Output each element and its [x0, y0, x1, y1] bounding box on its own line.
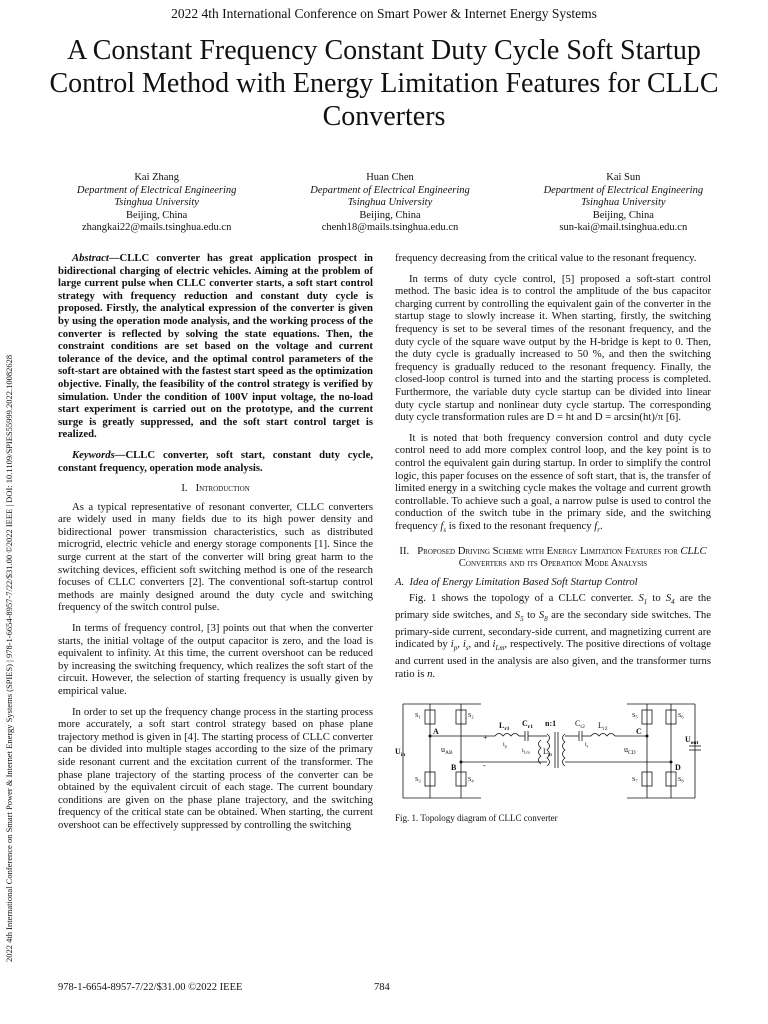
- abstract-label: Abstract: [72, 252, 109, 264]
- label-uin: $U_{in}$: [395, 747, 406, 759]
- author-name: Huan Chen: [366, 172, 414, 183]
- section-title-italic: CLLC: [680, 544, 707, 557]
- abstract-text: —CLLC converter has great application prospect in bidirectional charging of electric vehicles. Aiming at the problem of large current pulse when CLLC converter starts, a soft start control strategy with frequency reduction and constant duty cycle is proposed. Firstly, the analytical expression of the converter is given by using the operation mode analysis, and the working process of the converter is reflected by solving the state equations. Then, the constraint conditions are set based on the voltage and current tolerance of the device, and the optimal control parameters of the soft-start are obtained with the fastest start speed as the optimization objective. Finally, the feasibility of the control strategy is verified by simulation. Under the condition of 100V input voltage, the no-load start experiment is carried out on the prototype, and the current surge is greatly suppressed, and the soft start control target is realized.: [58, 252, 373, 441]
- author-city: Beijing, China: [359, 209, 421, 221]
- node-c: C: [636, 727, 642, 737]
- author-2: [273, 172, 506, 235]
- footer-isbn: 978-1-6654-8957-7/22/$31.00 ©2022 IEEE: [58, 982, 243, 993]
- paper-title: A Constant Frequency Constant Duty Cycle Soft Startup Control Method with Energy Limitation Features for CLLC Converters: [49, 35, 719, 132]
- switch-s3: $S_3$: [415, 777, 421, 784]
- section-heading-intro: [58, 482, 373, 495]
- switch-s2: $S_2$: [468, 713, 474, 720]
- minus-sign: -: [483, 761, 486, 771]
- label-lm: $L_m$: [543, 747, 553, 759]
- author-3: [507, 172, 740, 235]
- node-a: A: [433, 727, 439, 737]
- author-block: [40, 172, 740, 235]
- section-number: I.: [181, 482, 188, 495]
- node-d: D: [675, 763, 681, 773]
- label-ip: $i_p$: [503, 742, 507, 749]
- page-number: 784: [374, 982, 390, 993]
- section-title-cont: Converters and its Operation Mode Analysis: [458, 557, 648, 570]
- label-cr1: $C_{r1}$: [522, 719, 533, 731]
- section-heading-2: [395, 545, 711, 570]
- section-number: II.: [399, 544, 410, 557]
- author-email[interactable]: chenh18@mails.tsinghua.edu.cn: [321, 222, 459, 233]
- author-dept: Department of Electrical Engineering: [76, 184, 237, 196]
- label-lr1: $L_{r1}$: [499, 721, 510, 733]
- switch-s1: $S_1$: [415, 713, 421, 720]
- paragraph: [395, 432, 711, 537]
- author-name: Kai Sun: [606, 172, 641, 183]
- keywords: [58, 449, 373, 474]
- right-column: [395, 252, 711, 825]
- text-run: is fixed to the resonant frequency: [446, 519, 595, 532]
- node-b: B: [451, 763, 457, 773]
- label-ucd: $u_{CD}$: [624, 745, 636, 757]
- subsection-heading: [395, 576, 711, 589]
- paragraph: In terms of frequency control, [3] points out that when the converter starts, the initial voltage of the output capacitor is zero, and the load is equivalent to infinity. At this time, the current overshoot can be reduced by increasing the switching frequency, which realizes the soft start of the circuit. However, the selection of starting frequency is usually given by empirical value.: [58, 622, 373, 697]
- label-cr2: $C_{r2}$: [575, 719, 585, 731]
- author-univ: Tsinghua University: [347, 197, 433, 208]
- author-univ: Tsinghua University: [114, 197, 199, 208]
- author-dept: Department of Electrical Engineering: [310, 184, 470, 196]
- subsection-title: Idea of Energy Limitation Based Soft Startup Control: [409, 575, 638, 588]
- paragraph: frequency decreasing from the critical value to the resonant frequency.: [395, 252, 697, 264]
- switch-s6: $S_6$: [678, 713, 684, 720]
- paragraph: In terms of duty cycle control, [5] proposed a soft-start control method. The basic idea is to control the amplitude of the bus capacitor charging current by controlling the equivalent gain of the converter in the startup stage to slowly increase it. When starting, firstly, the switching frequency is set to be several times of the resonant frequency, and the duty cycle of the square wave output by the H-bridge is kept to 0. Then, the duty cycle is gradually increased to 50 %, and then the switching frequency is gradually reduced to the resonant frequency. Finally, the closed-loop control is turned into and the starting process is completed. Furthermore, the variable duty cycle startup can be divided into linear duty cycle startup and nonlinear duty cycle startup. The corresponding duty cycle transformation rules are D = ht and D = arcsin(ht)/π [6].: [395, 272, 711, 424]
- section-title: Introduction: [195, 482, 250, 495]
- paragraph: Fig. 1 shows the topology of a CLLC converter. $S_1$ to $S_4$ are the primary side switches, and $S_5$ to $S_8$ are the secondary side switches. The primary-side current, secondary-side current, and magnetizing current are indicated by $i_p$, $i_s$, and $i_{Lm}$, respectively. The positive directions of voltage and current used in the analysis are also given, and the transformer turns ratio is n.: [395, 592, 712, 680]
- label-is: $i_s$: [585, 742, 589, 749]
- section-title: Proposed Driving Scheme with Energy Limitation Features for: [417, 544, 678, 557]
- symbol-fr: $f_r$: [594, 519, 600, 535]
- cllc-topology-diagram: [395, 694, 711, 806]
- author-city: Beijing, China: [126, 209, 188, 221]
- author-1: [40, 172, 273, 235]
- abstract: [58, 252, 373, 441]
- label-lr2: $L_{r2}$: [598, 721, 608, 733]
- side-identifier: 2022 4th International Conference on Smart Power & Internet Energy Systems (SPIES) | 978-1-6654-8957-7/22/$31.00 ©2022 IEEE | DOI: 10.1109/SPIES55999.2022.10082628: [4, 354, 14, 962]
- text-run: .: [599, 519, 603, 532]
- author-dept: Department of Electrical Engineering: [543, 184, 704, 196]
- left-column: [58, 252, 373, 840]
- author-city: Beijing, China: [592, 209, 654, 221]
- keywords-text: —CLLC converter, soft start, constant duty cycle, constant frequency, operation mode analysis.: [58, 448, 373, 474]
- paragraph: As a typical representative of resonant converter, CLLC converters are widely used in many fields due to its high power density and bidirectional power transmission characteristics, such as distributed microgrid, electric vehicle and energy storage components [1]. Since the surge current at the start of the converter will bring great harm to the switching devices, efficient soft switching method is one of the research focuses of CLLC converters [2]. The conventional soft-startup control methods are mainly designed around the duty cycle and switching frequency of the switch control pulse.: [58, 500, 373, 614]
- conference-header: 2022 4th International Conference on Smart Power & Internet Energy Systems: [171, 6, 597, 21]
- author-email[interactable]: zhangkai22@mails.tsinghua.edu.cn: [81, 222, 232, 233]
- switch-s8: $S_8$: [678, 777, 684, 784]
- text-run: It is noted that both frequency conversion control and duty cycle control need to add more complex control loop, and the key point is to control the equivalent gain during startup. In order to simplify the control logic, this paper focuses on the essence of soft start, that is, the transfer of limited energy in a switching cycle makes the voltage and current growth controllable. To achieve such a goal, a narrow pulse is used to control the conduction of the switch tube in the primary side, and the switching frequency: [395, 431, 711, 532]
- label-ratio: n:1: [545, 719, 557, 729]
- figure-caption: Fig. 1. Topology diagram of CLLC converter: [395, 812, 558, 823]
- plus-sign: +: [483, 733, 488, 743]
- switch-s4: $S_4$: [468, 777, 474, 784]
- author-email[interactable]: sun-kai@mail.tsinghua.edu.cn: [559, 222, 688, 233]
- symbol-fs: $f_s$: [440, 519, 447, 535]
- author-univ: Tsinghua University: [581, 197, 666, 208]
- switch-s5: $S_5$: [632, 713, 638, 720]
- label-uout: $U_{out}$: [685, 735, 699, 747]
- label-uab: $u_{AB}$: [441, 745, 453, 757]
- paragraph: In order to set up the frequency change process in the starting process more accurately, a soft start control strategy based on phase plane trajectory method is given in [4]. The starting process of CLLC converter can be divided into multiple stages according to the size of the primary side resonant current and the excitation current of the transformer. The phase plane trajectory of the starting process of the converter can be obtained by the equivalent circuit of each stage. The current boundary conditions are given on the phase plane trajectory, and the switching frequency of the critical state can be obtained. When starting, the current overshoot can be effectively suppressed by controlling the switching: [58, 705, 373, 831]
- author-name: Kai Zhang: [134, 172, 179, 183]
- keywords-label: Keywords: [72, 448, 115, 461]
- label-ilm: $i_{Lm}$: [522, 748, 530, 755]
- subsection-label: A.: [395, 575, 405, 588]
- switch-s7: $S_7$: [632, 777, 638, 784]
